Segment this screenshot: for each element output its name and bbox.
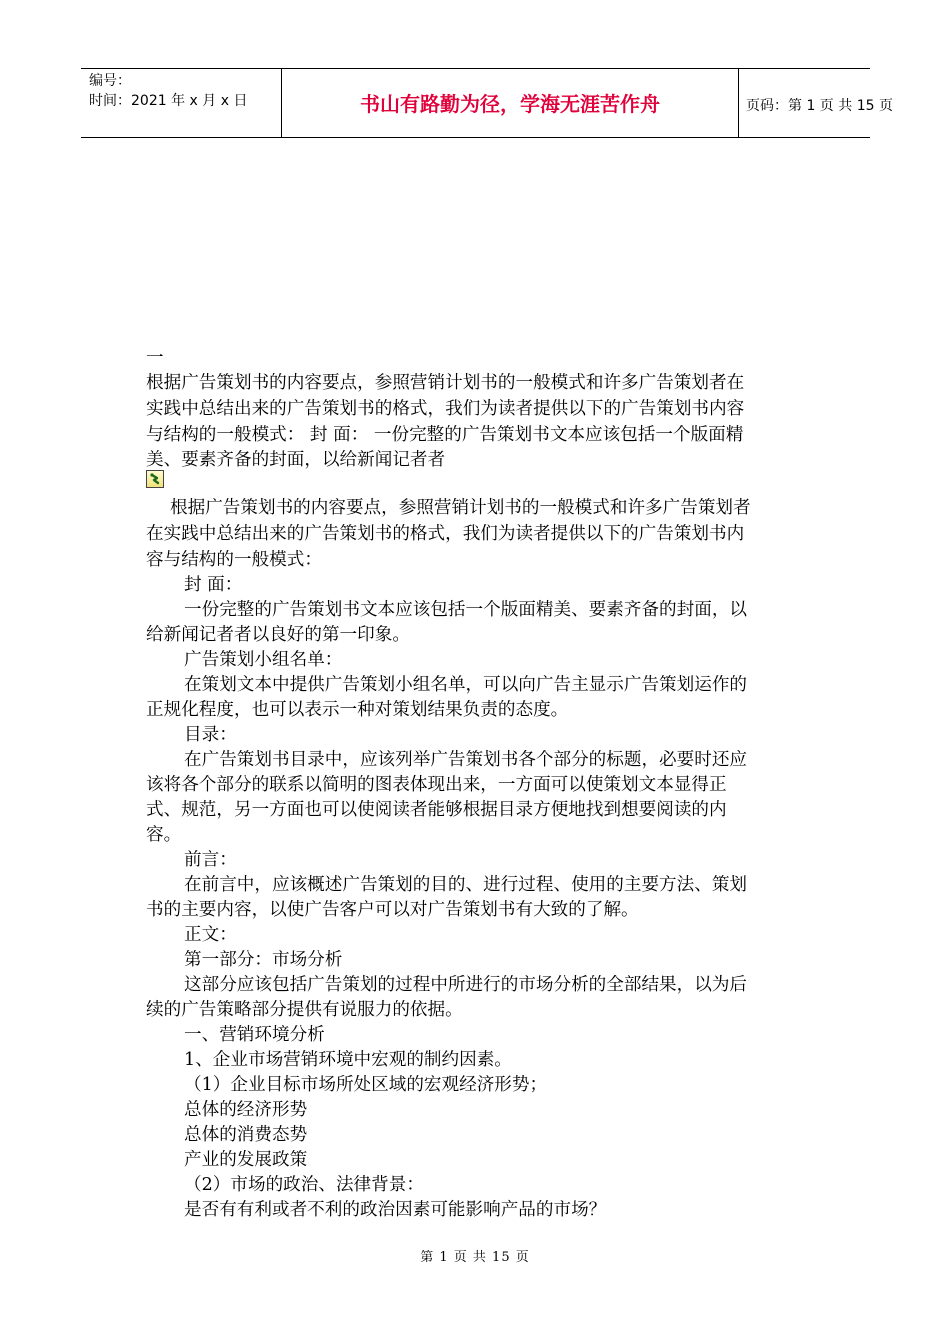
body-line: 容与结构的一般模式： <box>146 550 322 570</box>
section-heading: 广告策划小组名单： <box>184 650 343 670</box>
header-motto-cell <box>281 69 739 137</box>
header-motto: 书山有路勤为径，学海无涯苦作舟 <box>360 92 660 116</box>
body-line: 在前言中，应该概述广告策划的目的、进行过程、使用的主要方法、策划 <box>184 875 748 895</box>
body-line: 容。 <box>146 825 182 845</box>
body-line: 根据广告策划书的内容要点，参照营销计划书的一般模式和许多广告策划者 <box>170 498 751 518</box>
intro-line: 根据广告策划书的内容要点，参照营销计划书的一般模式和许多广告策划者在 <box>146 373 745 393</box>
body-line: 在广告策划书目录中，应该列举广告策划书各个部分的标题，必要时还应 <box>184 750 748 770</box>
header-page-cell <box>738 69 893 137</box>
body-line: 产业的发展政策 <box>184 1150 308 1170</box>
body-line: 书的主要内容，以使广告客户可以对广告策划书有大致的了解。 <box>146 900 639 920</box>
document-number-label: 编号： <box>89 73 131 89</box>
header-meta-cell <box>81 69 281 137</box>
section-heading: 前言： <box>184 850 237 870</box>
attachment-icon[interactable] <box>146 470 164 488</box>
header-page-info: 页码：第 1 页 共 15 页 <box>746 98 893 114</box>
section-heading: 第一部分：市场分析 <box>184 950 343 970</box>
body-line: （1）企业目标市场所处区域的宏观经济形势； <box>184 1075 548 1095</box>
section-heading: 目录： <box>184 725 237 745</box>
document-date: 时间：2021 年 x 月 x 日 <box>89 93 248 109</box>
body-line: 总体的经济形势 <box>184 1100 308 1120</box>
page-footer: 第 1 页 共 15 页 <box>420 1250 530 1265</box>
body-line: 总体的消费态势 <box>184 1125 308 1145</box>
body-line: 续的广告策略部分提供有说服力的依据。 <box>146 1000 463 1020</box>
body-line: 是否有有利或者不利的政治因素可能影响产品的市场？ <box>184 1200 607 1220</box>
body-line: 给新闻记者者以良好的第一印象。 <box>146 625 410 645</box>
body-line: （2）市场的政治、法律背景： <box>184 1175 424 1195</box>
body-line: 一份完整的广告策划书文本应该包括一个版面精美、要素齐备的封面，以 <box>184 600 748 620</box>
section-dash: 一 <box>146 348 164 368</box>
body-line: 式、规范，另一方面也可以使阅读者能够根据目录方便地找到想要阅读的内 <box>146 800 727 820</box>
intro-line: 实践中总结出来的广告策划书的格式，我们为读者提供以下的广告策划书内容 <box>146 399 745 419</box>
body-line: 1、企业市场营销环境中宏观的制约因素。 <box>184 1050 512 1070</box>
intro-line: 美、要素齐备的封面，以给新闻记者者 <box>146 450 446 470</box>
body-line: 这部分应该包括广告策划的过程中所进行的市场分析的全部结果，以为后 <box>184 975 748 995</box>
document-header <box>81 68 893 138</box>
body-line: 在实践中总结出来的广告策划书的格式，我们为读者提供以下的广告策划书内 <box>146 524 745 544</box>
section-heading: 正文： <box>184 925 237 945</box>
body-line: 在策划文本中提供广告策划小组名单，可以向广告主显示广告策划运作的 <box>184 675 748 695</box>
body-line: 正规化程度，也可以表示一种对策划结果负责的态度。 <box>146 700 569 720</box>
body-line: 该将各个部分的联系以简明的图表体现出来，一方面可以使策划文本显得正 <box>146 775 727 795</box>
section-heading: 一、营销环境分析 <box>184 1025 325 1045</box>
intro-line: 与结构的一般模式： 封 面： 一份完整的广告策划书文本应该包括一个版面精 <box>146 425 744 445</box>
section-heading: 封 面： <box>184 575 243 595</box>
